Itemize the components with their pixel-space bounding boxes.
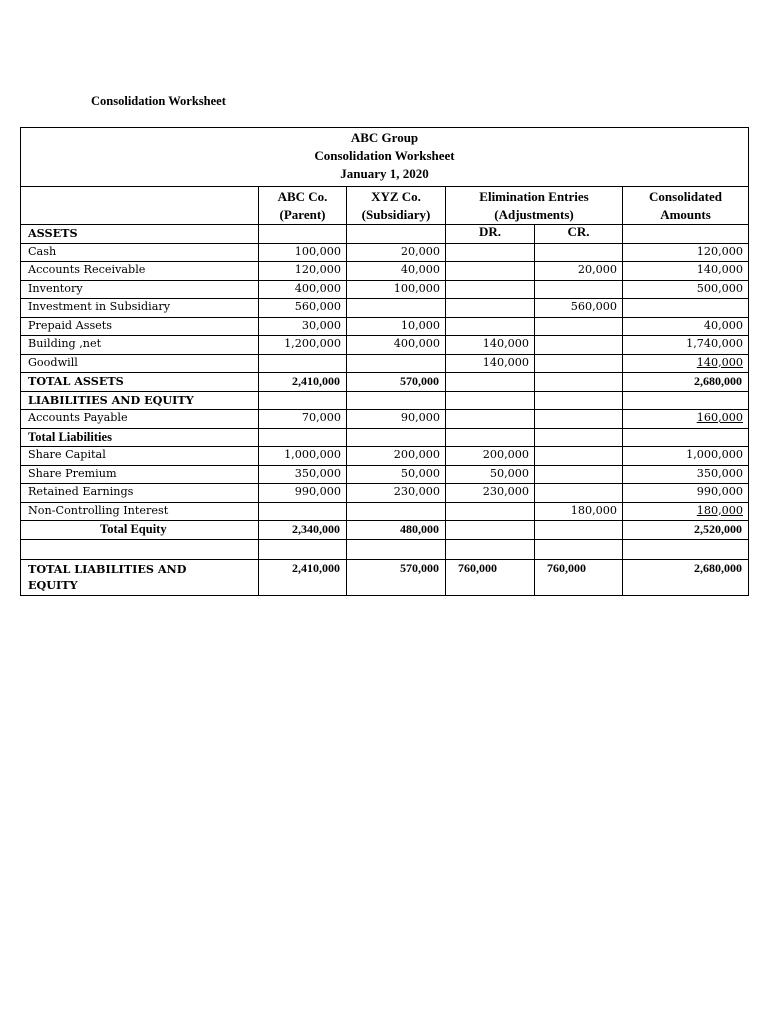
row-dr: 50,000 (446, 465, 535, 484)
assets-heading-row (21, 225, 749, 244)
header-abc-line2: (Parent) (279, 207, 326, 222)
empty-cell (623, 391, 749, 410)
header-abc-line1: ABC Co. (277, 189, 328, 204)
total-assets-label: TOTAL ASSETS (21, 373, 259, 392)
total-le-cr: 760,000 (535, 559, 623, 595)
empty-cell (259, 225, 347, 244)
row-dr: 230,000 (446, 484, 535, 503)
accounts-payable-label: Accounts Payable (21, 410, 259, 429)
table-title (21, 128, 749, 187)
row-xyz: 50,000 (347, 465, 446, 484)
empty-cell (623, 225, 749, 244)
header-xyz (347, 187, 446, 225)
liab-equity-heading: LIABILITIES AND EQUITY (21, 391, 259, 410)
empty-cell (347, 539, 446, 559)
row-xyz: 10,000 (347, 317, 446, 336)
header-abc (259, 187, 347, 225)
accounts-payable-abc: 70,000 (259, 410, 347, 429)
row-abc (259, 354, 347, 373)
title-row (21, 128, 749, 187)
row-cons: 140,000 (623, 262, 749, 281)
row-abc: 400,000 (259, 280, 347, 299)
table-row (21, 484, 749, 503)
row-cons: 120,000 (623, 243, 749, 262)
total-equity-label: Total Equity (100, 522, 167, 536)
table-row (21, 317, 749, 336)
row-label: Share Premium (21, 465, 259, 484)
header-elim-line1: Elimination Entries (479, 189, 589, 204)
header-xyz-line2: (Subsidiary) (361, 207, 431, 222)
total-equity-xyz: 480,000 (347, 521, 446, 540)
empty-cell (446, 373, 535, 392)
header-elim-line2: (Adjustments) (494, 207, 574, 222)
accounts-payable-row (21, 410, 749, 429)
row-cr (535, 280, 623, 299)
row-label: Accounts Receivable (21, 262, 259, 281)
total-assets-cons: 2,680,000 (623, 373, 749, 392)
accounts-payable-xyz: 90,000 (347, 410, 446, 429)
row-dr (446, 299, 535, 318)
row-abc: 560,000 (259, 299, 347, 318)
header-xyz-line1: XYZ Co. (371, 189, 421, 204)
title-document: Consolidation Worksheet (314, 148, 455, 163)
row-label: Inventory (21, 280, 259, 299)
row-cons: 500,000 (623, 280, 749, 299)
row-cr (535, 447, 623, 466)
row-dr: 200,000 (446, 447, 535, 466)
row-cr (535, 484, 623, 503)
table-row (21, 280, 749, 299)
row-cons: 1,000,000 (623, 447, 749, 466)
row-xyz (347, 502, 446, 521)
row-label: Goodwill (21, 354, 259, 373)
total-le-label-line1: TOTAL LIABILITIES AND (28, 561, 187, 576)
empty-cell (21, 539, 259, 559)
row-xyz: 40,000 (347, 262, 446, 281)
row-dr (446, 280, 535, 299)
row-label: Cash (21, 243, 259, 262)
empty-cell (535, 539, 623, 559)
title-company: ABC Group (350, 130, 419, 145)
row-cons (623, 299, 749, 318)
row-cons: 180,000 (696, 503, 744, 517)
total-liabilities-row (21, 428, 749, 447)
total-equity-label-cell (21, 521, 259, 540)
empty-cell (623, 539, 749, 559)
row-dr: 140,000 (446, 336, 535, 355)
row-xyz: 100,000 (347, 280, 446, 299)
empty-cell (446, 428, 535, 447)
row-abc: 100,000 (259, 243, 347, 262)
row-cr (535, 336, 623, 355)
total-liabilities-label: Total Liabilities (21, 428, 259, 447)
table-row (21, 243, 749, 262)
accounts-payable-cons: 160,000 (696, 411, 744, 424)
row-xyz: 200,000 (347, 447, 446, 466)
row-cons: 40,000 (623, 317, 749, 336)
row-abc: 1,200,000 (259, 336, 347, 355)
row-cons: 350,000 (623, 465, 749, 484)
empty-cell (446, 410, 535, 429)
empty-cell (623, 428, 749, 447)
table-row (21, 354, 749, 373)
assets-heading: ASSETS (21, 225, 259, 244)
row-xyz: 20,000 (347, 243, 446, 262)
empty-cell (535, 521, 623, 540)
row-xyz (347, 354, 446, 373)
empty-cell (535, 373, 623, 392)
row-cr: 20,000 (535, 262, 623, 281)
header-cons-line2: Amounts (660, 207, 711, 222)
table-row (21, 336, 749, 355)
empty-cell (347, 391, 446, 410)
row-dr (446, 317, 535, 336)
row-label: Prepaid Assets (21, 317, 259, 336)
total-le-cons: 2,680,000 (623, 559, 749, 595)
row-cr (535, 354, 623, 373)
spacer-row (21, 539, 749, 559)
table-row (21, 502, 749, 521)
accounts-payable-cons-cell (623, 410, 749, 429)
total-le-label-line2: EQUITY (28, 577, 78, 592)
row-cons-cell (623, 354, 749, 373)
header-cr: CR. (535, 225, 623, 244)
empty-cell (535, 410, 623, 429)
total-le-xyz: 570,000 (347, 559, 446, 595)
total-le-label (21, 559, 259, 595)
empty-cell (535, 391, 623, 410)
row-xyz: 400,000 (347, 336, 446, 355)
table-row (21, 299, 749, 318)
row-xyz (347, 299, 446, 318)
row-abc: 350,000 (259, 465, 347, 484)
total-assets-row (21, 373, 749, 392)
row-label: Retained Earnings (21, 484, 259, 503)
row-abc: 120,000 (259, 262, 347, 281)
empty-cell (347, 428, 446, 447)
total-assets-abc: 2,410,000 (259, 373, 347, 392)
row-dr (446, 243, 535, 262)
row-abc: 30,000 (259, 317, 347, 336)
header-dr: DR. (446, 225, 535, 244)
row-cr (535, 465, 623, 484)
row-cr: 560,000 (535, 299, 623, 318)
empty-cell (259, 539, 347, 559)
empty-cell (446, 539, 535, 559)
row-label: Building ,net (21, 336, 259, 355)
row-abc (259, 502, 347, 521)
row-cons: 140,000 (696, 355, 744, 369)
row-cr: 180,000 (535, 502, 623, 521)
total-liab-equity-row (21, 559, 749, 595)
row-cr (535, 243, 623, 262)
empty-cell (446, 521, 535, 540)
equity-rows (21, 447, 749, 521)
empty-cell (259, 391, 347, 410)
page-heading: Consolidation Worksheet (91, 94, 226, 108)
row-cr (535, 317, 623, 336)
header-elimination (446, 187, 623, 225)
title-date: January 1, 2020 (340, 166, 429, 181)
row-dr (446, 262, 535, 281)
row-dr (446, 502, 535, 521)
row-cons-cell (623, 502, 749, 521)
table-row (21, 447, 749, 466)
empty-cell (535, 428, 623, 447)
header-cons-line1: Consolidated (649, 189, 722, 204)
total-equity-row (21, 521, 749, 540)
total-le-dr: 760,000 (446, 559, 535, 595)
empty-cell (347, 225, 446, 244)
liab-equity-heading-row (21, 391, 749, 410)
empty-cell (259, 428, 347, 447)
row-label: Investment in Subsidiary (21, 299, 259, 318)
assets-rows (21, 243, 749, 373)
row-label: Non-Controlling Interest (21, 502, 259, 521)
total-equity-abc: 2,340,000 (259, 521, 347, 540)
total-equity-cons: 2,520,000 (623, 521, 749, 540)
total-assets-xyz: 570,000 (347, 373, 446, 392)
consolidation-worksheet-table (20, 127, 749, 596)
row-dr: 140,000 (446, 354, 535, 373)
table-row (21, 262, 749, 281)
header-row (21, 187, 749, 225)
header-blank (21, 187, 259, 225)
row-cons: 990,000 (623, 484, 749, 503)
row-cons: 1,740,000 (623, 336, 749, 355)
row-xyz: 230,000 (347, 484, 446, 503)
table-row (21, 465, 749, 484)
empty-cell (446, 391, 535, 410)
row-label: Share Capital (21, 447, 259, 466)
header-consolidated (623, 187, 749, 225)
total-le-abc: 2,410,000 (259, 559, 347, 595)
row-abc: 1,000,000 (259, 447, 347, 466)
row-abc: 990,000 (259, 484, 347, 503)
